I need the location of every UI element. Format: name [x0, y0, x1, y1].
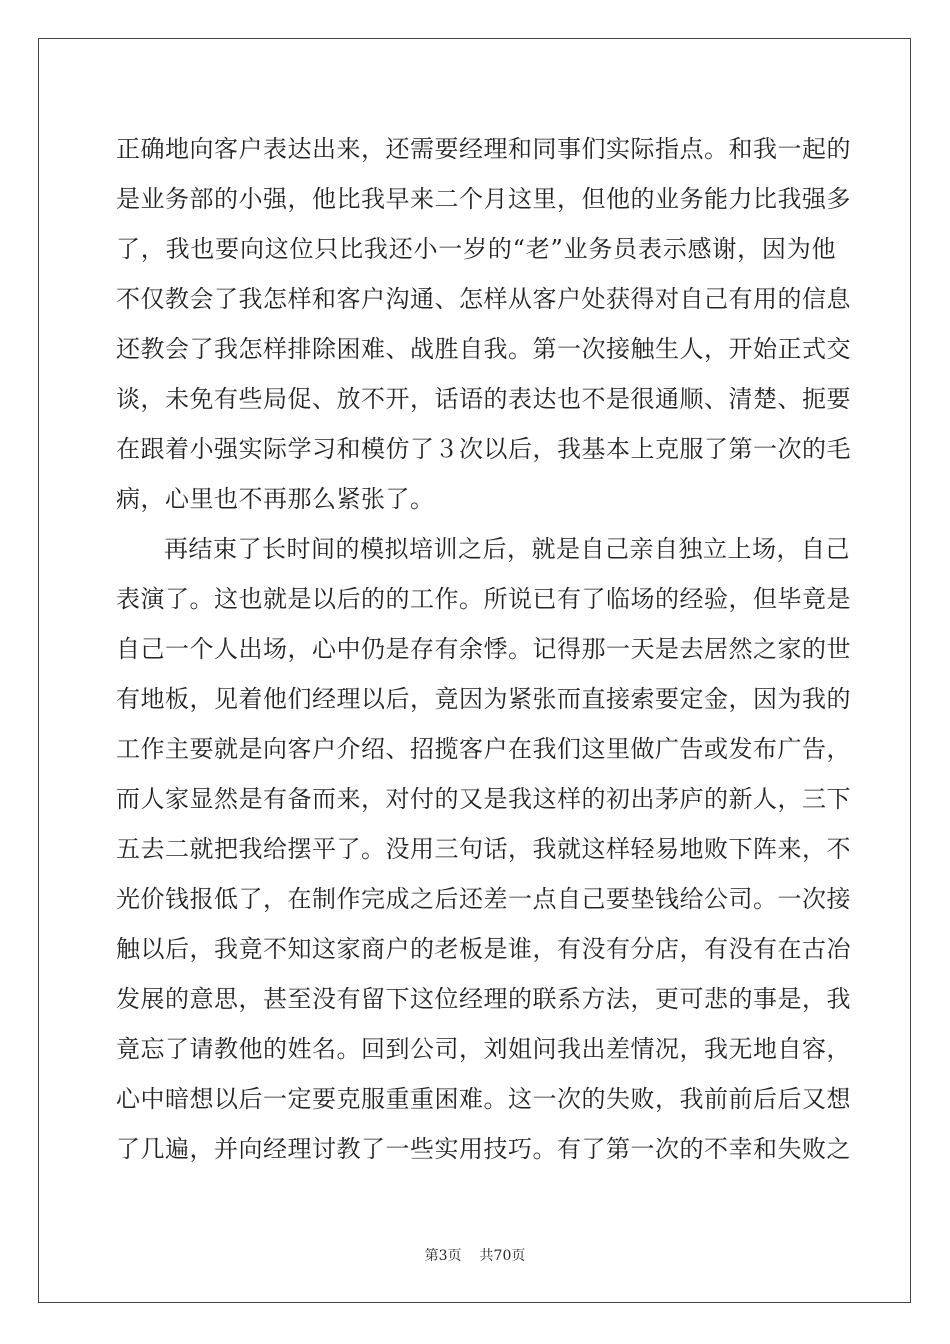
text-line: 正确地向客户表达出来，还需要经理和同事们实际指点。和我一起的	[116, 135, 851, 163]
text-line: 工作主要就是向客户介绍、招揽客户在我们这里做广告或发布广告，	[116, 735, 851, 763]
text-line: 触以后，我竟不知这家商户的老板是谁，有没有分店，有没有在古冶	[116, 935, 851, 963]
text-line: 还教会了我怎样排除困难、战胜自我。第一次接触生人，开始正式交	[116, 335, 851, 363]
text-line: 了几遍，并向经理讨教了一些实用技巧。有了第一次的不幸和失败之	[116, 1135, 851, 1163]
text-line: 不仅教会了我怎样和客户沟通、怎样从客户处获得对自己有用的信息	[116, 285, 851, 313]
paragraph-first-line: 再结束了长时间的模拟培训之后，就是自己亲自独立上场，自己	[164, 535, 850, 563]
text-line: 而人家显然是有备而来，对付的又是我这样的初出茅庐的新人，三下	[116, 785, 851, 813]
text-line: 自己一个人出场，心中仍是存有余悸。记得那一天是去居然之家的世	[116, 635, 851, 663]
text-line: 病，心里也不再那么紧张了。	[116, 485, 435, 513]
text-line: 了，我也要向这位只比我还小一岁的“老”业务员表示感谢，因为他	[116, 235, 836, 263]
text-line: 发展的意思，甚至没有留下这位经理的联系方法，更可悲的事是，我	[116, 985, 851, 1013]
text-line: 心中暗想以后一定要克服重重困难。这一次的失败，我前前后后又想	[116, 1085, 851, 1113]
page-number: 第3页	[424, 1248, 462, 1264]
text-line: 光价钱报低了，在制作完成之后还差一点自己要垫钱给公司。一次接	[116, 885, 851, 913]
text-line: 有地板，见着他们经理以后，竟因为紧张而直接索要定金，因为我的	[116, 685, 851, 713]
page-total: 共70页	[479, 1248, 526, 1264]
text-line: 表演了。这也就是以后的的工作。所说已有了临场的经验，但毕竟是	[116, 585, 851, 613]
text-line: 是业务部的小强，他比我早来二个月这里，但他的业务能力比我强多	[116, 185, 851, 213]
text-line: 谈，未免有些局促、放不开，话语的表达也不是很通顺、清楚、扼要	[116, 385, 851, 413]
page-footer	[0, 1245, 950, 1265]
text-line: 竟忘了请教他的姓名。回到公司，刘姐问我出差情况，我无地自容，	[116, 1035, 851, 1063]
text-line: 在跟着小强实际学习和模仿了３次以后，我基本上克服了第一次的毛	[116, 435, 851, 463]
text-line: 五去二就把我给摆平了。没用三句话，我就这样轻易地败下阵来，不	[116, 835, 851, 863]
